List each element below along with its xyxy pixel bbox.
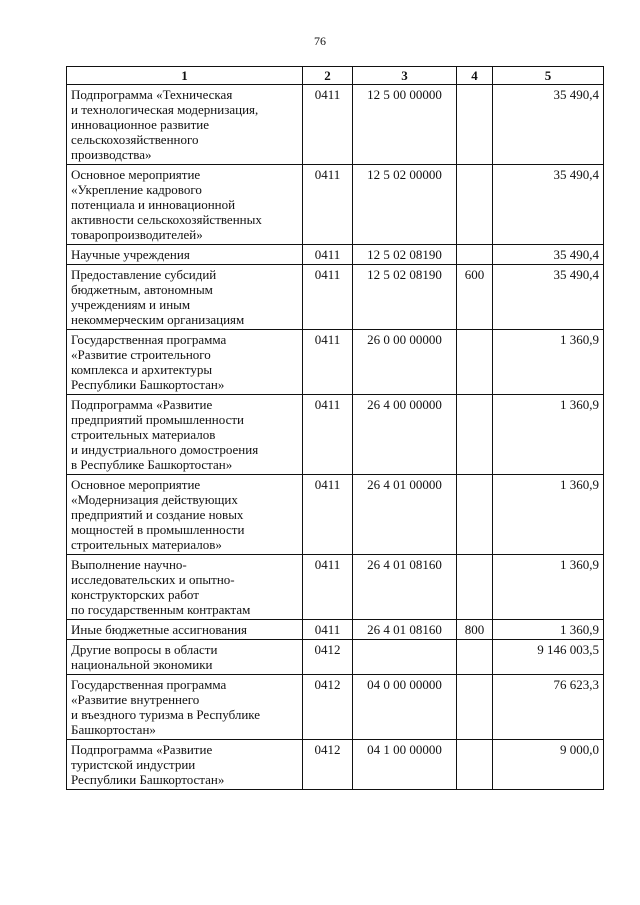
cell-amount: 35 490,4 <box>493 165 604 245</box>
cell-section-code: 0412 <box>303 740 353 790</box>
cell-expense-type <box>457 245 493 265</box>
table-row <box>67 675 604 740</box>
row-label: Государственная программа «Развитие внутреннего и въездного туризма в Республике Башкортостан» <box>71 677 261 737</box>
cell-amount: 35 490,4 <box>493 245 604 265</box>
cell-section-code: 0411 <box>303 265 353 330</box>
cell-target-code: 26 4 01 00000 <box>353 475 457 555</box>
table-row <box>67 245 604 265</box>
cell-amount: 1 360,9 <box>493 395 604 475</box>
cell-amount: 9 146 003,5 <box>493 640 604 675</box>
cell-section-code: 0411 <box>303 555 353 620</box>
cell-name <box>67 675 303 740</box>
cell-section-code: 0411 <box>303 165 353 245</box>
cell-name <box>67 395 303 475</box>
cell-amount: 1 360,9 <box>493 475 604 555</box>
table-row <box>67 85 604 165</box>
cell-section-code: 0411 <box>303 395 353 475</box>
cell-expense-type <box>457 675 493 740</box>
table-row <box>67 620 604 640</box>
cell-expense-type <box>457 330 493 395</box>
cell-expense-type <box>457 165 493 245</box>
cell-target-code: 12 5 02 08190 <box>353 245 457 265</box>
cell-name <box>67 265 303 330</box>
cell-section-code: 0411 <box>303 330 353 395</box>
cell-expense-type: 800 <box>457 620 493 640</box>
cell-expense-type <box>457 740 493 790</box>
cell-expense-type <box>457 640 493 675</box>
cell-section-code: 0412 <box>303 640 353 675</box>
header-row <box>67 67 604 85</box>
cell-amount: 35 490,4 <box>493 85 604 165</box>
cell-amount: 9 000,0 <box>493 740 604 790</box>
cell-name <box>67 165 303 245</box>
table-body <box>67 85 604 790</box>
table-row <box>67 740 604 790</box>
cell-expense-type <box>457 475 493 555</box>
cell-name <box>67 245 303 265</box>
budget-table <box>66 66 604 790</box>
table-row <box>67 555 604 620</box>
row-label: Основное мероприятие «Укрепление кадрового потенциала и инновационной активности сельскохозяйственных товаропроизводителей» <box>71 167 262 242</box>
cell-name <box>67 330 303 395</box>
cell-amount: 35 490,4 <box>493 265 604 330</box>
cell-expense-type <box>457 395 493 475</box>
row-label: Предоставление субсидий бюджетным, автономным учреждениям и иным некоммерческим организациям <box>71 267 245 327</box>
table-row <box>67 165 604 245</box>
row-label: Другие вопросы в области национальной экономики <box>71 642 218 672</box>
cell-target-code: 12 5 02 08190 <box>353 265 457 330</box>
cell-target-code: 26 4 01 08160 <box>353 620 457 640</box>
cell-section-code: 0411 <box>303 245 353 265</box>
row-label: Выполнение научно- исследовательских и опытно- конструкторских работ по государственным контрактам <box>71 557 251 617</box>
table-row <box>67 330 604 395</box>
cell-target-code: 12 5 00 00000 <box>353 85 457 165</box>
column-header-section: 2 <box>303 67 353 85</box>
cell-target-code: 26 4 01 08160 <box>353 555 457 620</box>
cell-section-code: 0411 <box>303 475 353 555</box>
column-header-name: 1 <box>67 67 303 85</box>
cell-amount: 1 360,9 <box>493 555 604 620</box>
table-row <box>67 265 604 330</box>
cell-expense-type <box>457 85 493 165</box>
row-label: Подпрограмма «Развитие туристской индустрии Республики Башкортостан» <box>71 742 225 787</box>
column-header-expense: 4 <box>457 67 493 85</box>
cell-name <box>67 740 303 790</box>
column-header-target: 3 <box>353 67 457 85</box>
row-label: Подпрограмма «Развитие предприятий промышленности строительных материалов и индустриального домостроения в Республике Башкортостан» <box>71 397 259 472</box>
cell-target-code: 26 4 00 00000 <box>353 395 457 475</box>
row-label: Подпрограмма «Техническая и технологическая модернизация, инновационное развитие сельскохозяйственного производства» <box>71 87 259 162</box>
cell-section-code: 0411 <box>303 85 353 165</box>
cell-name <box>67 640 303 675</box>
cell-section-code: 0411 <box>303 620 353 640</box>
cell-amount: 1 360,9 <box>493 330 604 395</box>
table-row <box>67 475 604 555</box>
table-row <box>67 640 604 675</box>
table-row <box>67 395 604 475</box>
cell-name <box>67 475 303 555</box>
cell-target-code: 26 0 00 00000 <box>353 330 457 395</box>
cell-name <box>67 620 303 640</box>
row-label: Основное мероприятие «Модернизация действующих предприятий и создание новых мощностей в промышленности строительных материалов» <box>71 477 245 552</box>
cell-target-code: 12 5 02 00000 <box>353 165 457 245</box>
cell-name <box>67 85 303 165</box>
cell-section-code: 0412 <box>303 675 353 740</box>
cell-amount: 76 623,3 <box>493 675 604 740</box>
row-label: Иные бюджетные ассигнования <box>71 622 248 637</box>
cell-amount: 1 360,9 <box>493 620 604 640</box>
cell-expense-type: 600 <box>457 265 493 330</box>
row-label: Научные учреждения <box>71 247 190 262</box>
page-number: 76 <box>314 34 326 48</box>
cell-target-code <box>353 640 457 675</box>
row-label: Государственная программа «Развитие строительного комплекса и архитектуры Республики Башкортостан» <box>71 332 227 392</box>
cell-expense-type <box>457 555 493 620</box>
column-header-amount: 5 <box>493 67 604 85</box>
cell-target-code: 04 1 00 00000 <box>353 740 457 790</box>
cell-name <box>67 555 303 620</box>
cell-target-code: 04 0 00 00000 <box>353 675 457 740</box>
